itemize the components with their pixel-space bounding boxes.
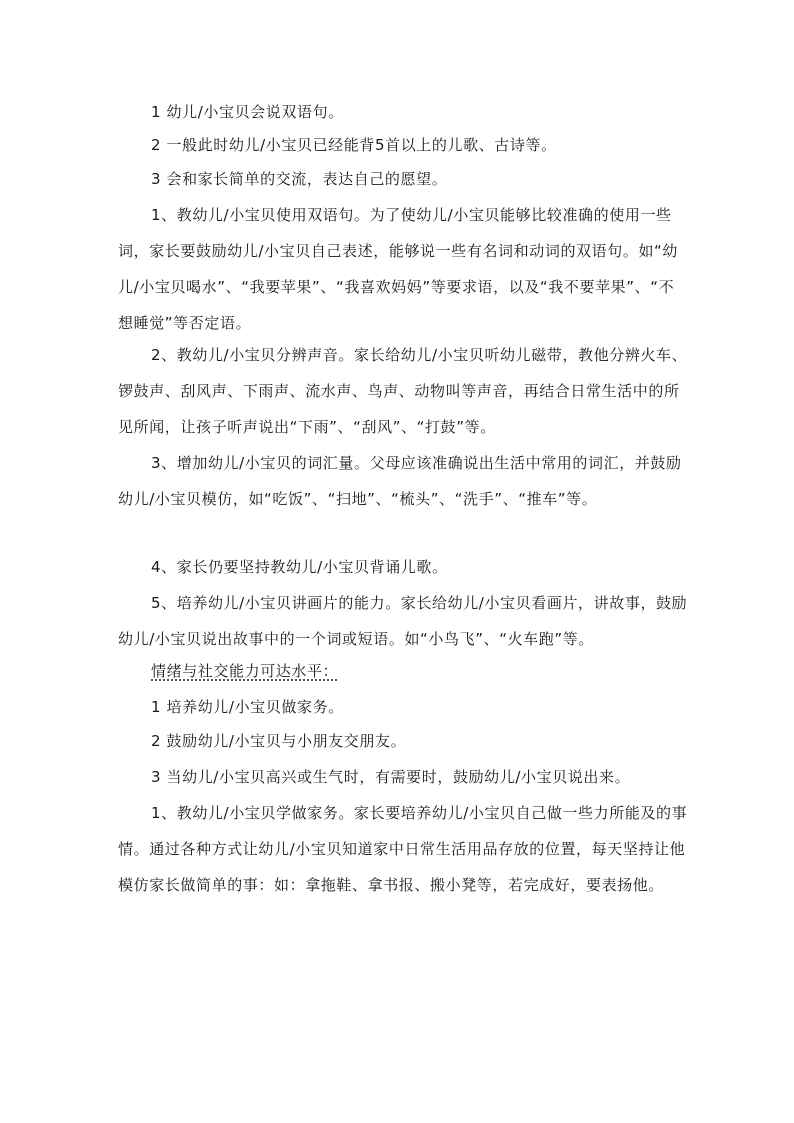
paragraph-3: 3 会和家长简单的交流，表达自己的愿望。 bbox=[151, 170, 448, 188]
section-heading bbox=[118, 653, 688, 689]
paragraph-5: 2、教幼儿/小宝贝分辨声音。家长给幼儿/小宝贝听幼儿磁带，教他分辨火车、锣鼓声、刮风声、下雨声、流水声、鸟声、动物叫等声音，再结合日常生活中的所见所闻，让孩子听声说出“下雨”、“刮风”、“打鼓”等。 bbox=[118, 346, 688, 436]
paragraph-13: 1、教幼儿/小宝贝学做家务。家长要培养幼儿/小宝贝自己做一些力所能及的事情。通过各种方式让幼儿/小宝贝知道家中日常生活用品存放的位置，每天坚持让他模仿家长做简单的事：如：拿拖鞋、拿书报、搬小凳等，若完成好，要表扬他。 bbox=[118, 804, 688, 894]
paragraph-2: 2 一般此时幼儿/小宝贝已经能背5首以上的儿歌、古诗等。 bbox=[151, 136, 557, 154]
section-heading-text: 情绪与社交能力可达水平： bbox=[151, 662, 339, 680]
paragraph-11: 2 鼓励幼儿/小宝贝与小朋友交朋友。 bbox=[151, 732, 407, 750]
paragraph-12: 3 当幼儿/小宝贝高兴或生气时，有需要时，鼓励幼儿/小宝贝说出来。 bbox=[151, 768, 631, 786]
paragraph-4: 1、教幼儿/小宝贝使用双语句。为了使幼儿/小宝贝能够比较准确的使用一些词，家长要鼓励幼儿/小宝贝自己表述，能够说一些有名词和动词的双语句。如“幼儿/小宝贝喝水”、“我要苹果”、“我喜欢妈妈”等要求语，以及“我不要苹果”、“不想睡觉”等否定语。 bbox=[118, 206, 679, 332]
paragraph-6: 3、增加幼儿/小宝贝的词汇量。父母应该准确说出生活中常用的词汇，并鼓励幼儿/小宝贝模仿，如“吃饭”、“扫地”、“梳头”、“洗手”、“推车”等。 bbox=[118, 454, 682, 508]
paragraph-7: 4、家长仍要坚持教幼儿/小宝贝背诵儿歌。 bbox=[151, 558, 448, 576]
paragraph-10: 1 培养幼儿/小宝贝做家务。 bbox=[151, 698, 344, 716]
paragraph-8: 5、培养幼儿/小宝贝讲画片的能力。家长给幼儿/小宝贝看画片，讲故事，鼓励幼儿/小宝贝说出故事中的一个词或短语。如“小鸟飞”、“火车跑”等。 bbox=[118, 594, 688, 648]
paragraph-1: 1 幼儿/小宝贝会说双语句。 bbox=[151, 103, 344, 121]
